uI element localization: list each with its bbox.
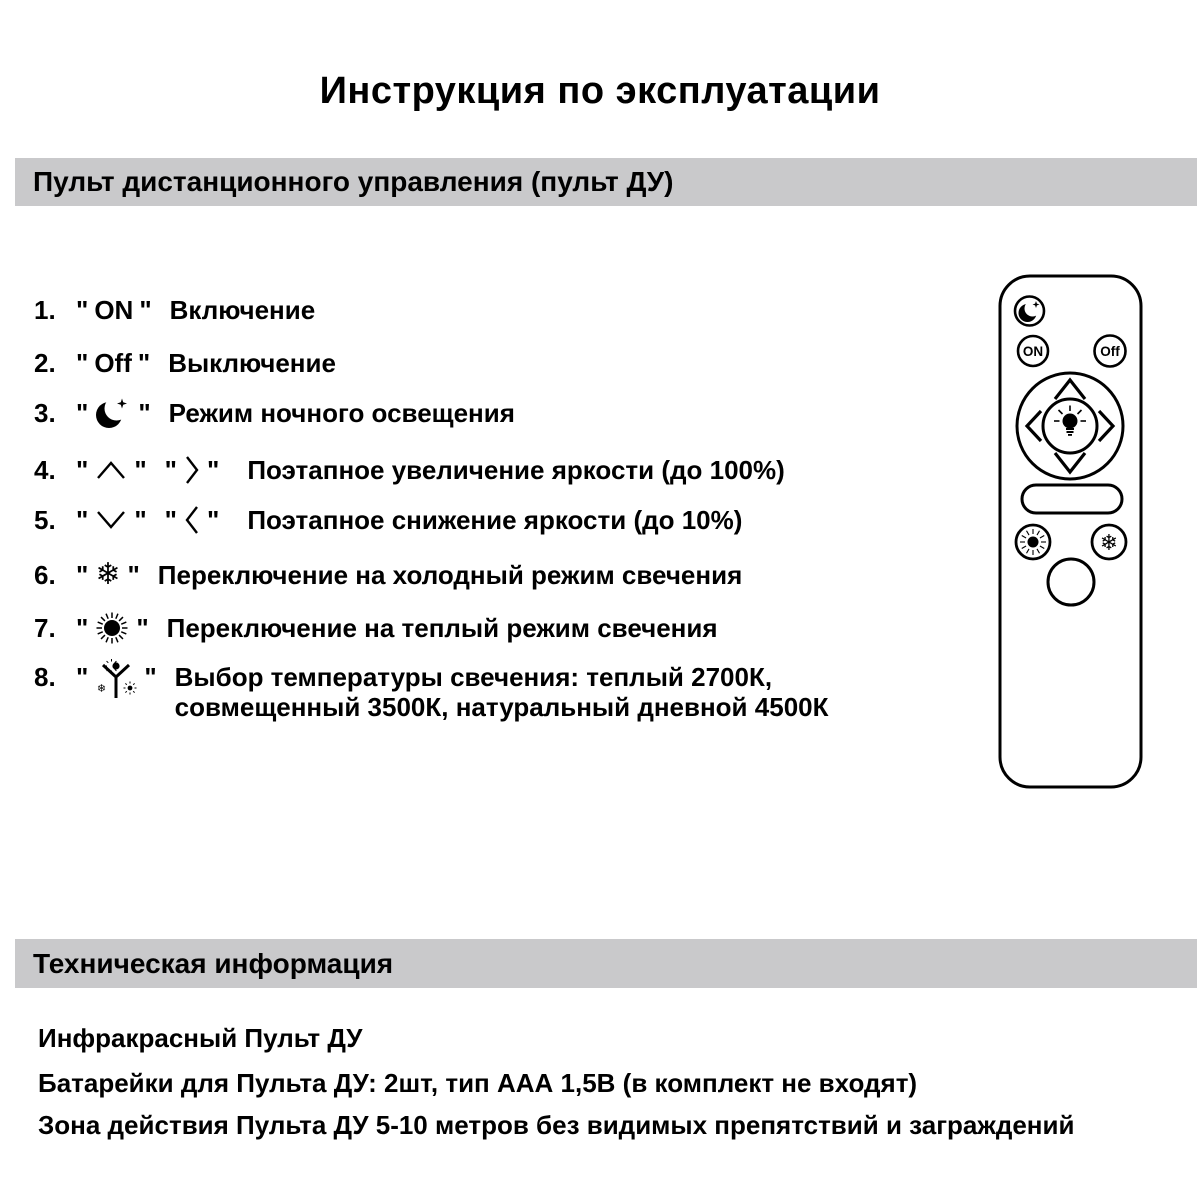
chevron-left-icon [184, 503, 200, 537]
remote-snowflake-icon: ❄ [1099, 531, 1119, 556]
quote-mark: " [76, 294, 89, 325]
tech-line-range: Зона действия Пульта ДУ 5-10 метров без видимых препятствий и заграждений [38, 1110, 1075, 1140]
quote-mark: " [76, 662, 89, 692]
quote-mark: " [164, 504, 177, 535]
color-temperature-selector-icon [95, 659, 137, 701]
chevron-right-icon [184, 453, 200, 487]
section-header-tech-label: Техническая информация [33, 947, 394, 979]
quote-mark: " [139, 294, 152, 325]
quote-mark: " [76, 612, 89, 643]
section-header-remote-label: Пульт дистанционного управления (пульт ДУ) [33, 166, 674, 197]
quote-mark: " [136, 612, 149, 643]
mini-snowflake-icon: ❄ [97, 682, 107, 695]
quote-mark: " [134, 454, 147, 485]
list-item-brightness-down [34, 500, 742, 540]
quote-mark: " [134, 504, 147, 535]
remote-on-label: ON [1022, 344, 1044, 359]
list-item-off [34, 343, 336, 383]
section-header-tech [15, 939, 1197, 988]
list-item-night-mode [34, 393, 515, 433]
item-number: 4. [34, 454, 56, 485]
item-number: 3. [34, 397, 56, 428]
quote-mark: " [76, 559, 89, 590]
item-number: 2. [34, 347, 56, 378]
item-text: Выключение [168, 347, 336, 378]
item-text: Поэтапное увеличение яркости (до 100%) [247, 454, 785, 485]
item-text: Переключение на теплый режим свечения [166, 612, 718, 643]
remote-control-illustration [993, 268, 1148, 793]
list-item-cold-mode [34, 555, 742, 595]
page-title: Инструкция по эксплуатации [319, 70, 881, 112]
item-number: 1. [34, 294, 56, 325]
section-header-remote [15, 158, 1197, 206]
item-number: 8. [34, 662, 56, 692]
tech-line-ir-remote: Инфракрасный Пульт ДУ [38, 1023, 363, 1053]
quote-mark: " [206, 454, 220, 485]
snowflake-icon: ❄ [95, 557, 121, 592]
quote-mark: " [144, 662, 157, 692]
item-text: Переключение на холодный режим свечения [157, 559, 743, 590]
quote-mark: " [76, 347, 89, 378]
quote-mark: " [206, 504, 220, 535]
quote-mark: " [137, 347, 151, 378]
quote-mark: " [127, 559, 140, 590]
quote-mark: " [76, 397, 89, 428]
item-number: 5. [34, 504, 56, 535]
moon-star-icon [95, 396, 131, 430]
item-number: 6. [34, 559, 56, 590]
item-text: Поэтапное снижение яркости (до 10%) [247, 504, 743, 535]
quote-mark: " [138, 397, 151, 428]
remote-off-label: Off [1100, 344, 1120, 359]
item-text: Включение [169, 294, 316, 325]
remote-warm-button [1016, 525, 1050, 559]
quote-mark: " [164, 454, 177, 485]
chevron-up-icon [95, 459, 127, 481]
list-item-warm-mode [34, 608, 718, 648]
off-label: Off [94, 347, 132, 378]
item-text: Режим ночного освещения [168, 397, 515, 428]
on-label: ON [94, 294, 134, 325]
item-number: 7. [34, 612, 56, 643]
list-item-color-temperature [34, 662, 828, 722]
quote-mark: " [76, 504, 89, 535]
item-text-line1: Выбор температуры свечения: теплый 2700К, [174, 662, 773, 692]
tech-line-batteries: Батарейки для Пульта ДУ: 2шт, тип ААА 1,5В (в комплект не входят) [38, 1068, 918, 1098]
item-text-line2: совмещенный 3500К, натуральный дневной 4500К [174, 692, 829, 722]
list-item-on [34, 290, 315, 330]
quote-mark: " [76, 454, 89, 485]
list-item-brightness-up [34, 450, 785, 490]
sun-icon [95, 611, 129, 645]
chevron-down-icon [95, 509, 127, 531]
